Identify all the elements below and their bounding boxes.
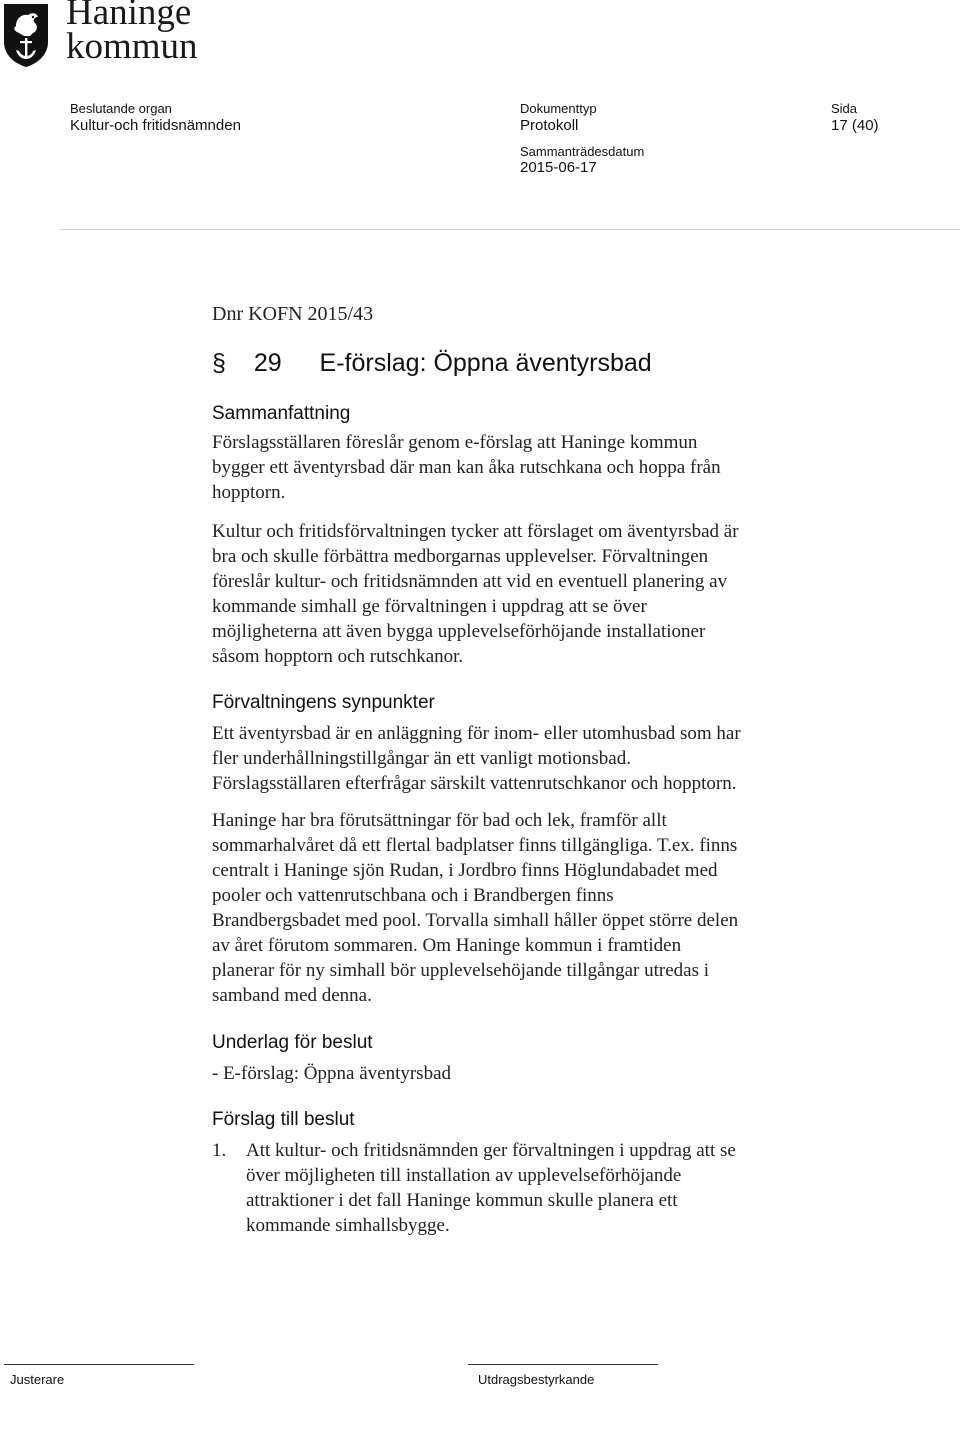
sammanfattning-paragraph-1 <box>212 430 721 505</box>
footer-rule-right <box>468 1364 658 1365</box>
sammanfattning-paragraph-2 <box>212 519 739 669</box>
section-symbol: § <box>212 349 226 377</box>
haninge-logo <box>0 0 230 80</box>
text-line: Förslagsställaren efterfrågar särskilt vattenrutschkanor och hopptorn. <box>212 773 737 794</box>
text-line: Ett äventyrsbad är en anläggning för inom- eller utomhusbad som har <box>212 723 741 744</box>
text-line: kommande simhallsbygge. <box>246 1215 450 1236</box>
date-value: 2015-06-17 <box>520 159 597 176</box>
text-line: sommarhalvåret då ett flertal badplatser finns tillgängliga. T.ex. finns <box>212 835 738 856</box>
underlag-heading: Underlag för beslut <box>212 1032 373 1053</box>
doctype-value: Protokoll <box>520 117 579 134</box>
organ-label: Beslutande organ <box>70 101 172 116</box>
text-line: bygger ett äventyrsbad där man kan åka rutschkana och hoppa från <box>212 457 721 478</box>
text-line: kommande simhall ge förvaltningen i uppdrag att se över <box>212 596 647 617</box>
page-value: 17 (40) <box>831 117 879 134</box>
organ-value: Kultur-och fritidsnämnden <box>70 117 241 134</box>
date-label: Sammanträdesdatum <box>520 144 645 159</box>
text-line: Att kultur- och fritidsnämnden ger förvaltningen i uppdrag att se <box>246 1140 736 1161</box>
logo-line-1: Haninge <box>66 0 192 33</box>
logo-wordmark <box>66 0 198 67</box>
section-number: 29 <box>253 349 282 377</box>
doctype-label: Dokumenttyp <box>520 101 597 116</box>
text-line: bra och skulle förbättra medborgarnas upplevelser. Förvaltningen <box>212 546 709 567</box>
page-label: Sida <box>831 101 858 116</box>
text-line: pooler och vattenrutschbana och i Brandbergen finns <box>212 885 614 906</box>
text-line: samband med denna. <box>212 985 372 1006</box>
logo-line-2: kommun <box>66 26 198 67</box>
text-line: hopptorn. <box>212 482 286 503</box>
text-line: centralt i Haninge sjön Rudan, i Jordbro finns Höglundabadet med <box>212 860 718 881</box>
text-line: såsom hopptorn och rutschkanor. <box>212 646 464 667</box>
forslag-item-number: 1. <box>212 1140 227 1161</box>
forslag-item-text <box>246 1138 736 1238</box>
synpunkter-paragraph-1 <box>212 721 741 796</box>
utdragsbestyrkande-label: Utdragsbestyrkande <box>478 1372 595 1387</box>
text-line: Förslagsställaren föreslår genom e-förslag att Haninge kommun <box>212 432 698 453</box>
dnr: Dnr KOFN 2015/43 <box>212 303 374 325</box>
sammanfattning-heading: Sammanfattning <box>212 403 351 424</box>
underlag-item: - E-förslag: Öppna äventyrsbad <box>212 1063 452 1084</box>
forslag-heading: Förslag till beslut <box>212 1109 355 1130</box>
text-line: möjligheterna att även bygga upplevelseförhöjande installationer <box>212 621 706 642</box>
header-divider <box>60 229 960 230</box>
text-line: Kultur och fritidsförvaltningen tycker att förslaget om äventyrsbad är <box>212 521 739 542</box>
text-line: planerar för ny simhall bör upplevelsehöjande tillgångar utredas i <box>212 960 710 981</box>
text-line: föreslår kultur- och fritidsnämnden att vid en eventuell planering av <box>212 571 728 592</box>
text-line: Brandbergsbadet med pool. Torvalla simhall håller öppet större delen <box>212 910 739 931</box>
footer-rule-left <box>4 1364 194 1365</box>
synpunkter-paragraph-2 <box>212 808 738 1008</box>
section-heading <box>212 349 652 378</box>
synpunkter-heading: Förvaltningens synpunkter <box>212 692 435 713</box>
text-line: Haninge har bra förutsättningar för bad och lek, framför allt <box>212 810 667 831</box>
text-line: attraktioner i det fall Haninge kommun skulle planera ett <box>246 1190 678 1211</box>
section-title: E-förslag: Öppna äventyrsbad <box>319 349 652 377</box>
justerare-label: Justerare <box>10 1372 65 1387</box>
coat-of-arms-icon <box>2 2 50 68</box>
text-line: fler underhållningstillgångar än ett vanligt motionsbad. <box>212 748 631 769</box>
text-line: av året förutom sommaren. Om Haninge kommun i framtiden <box>212 935 682 956</box>
text-line: över möjligheten till installation av upplevelseförhöjande <box>246 1165 682 1186</box>
